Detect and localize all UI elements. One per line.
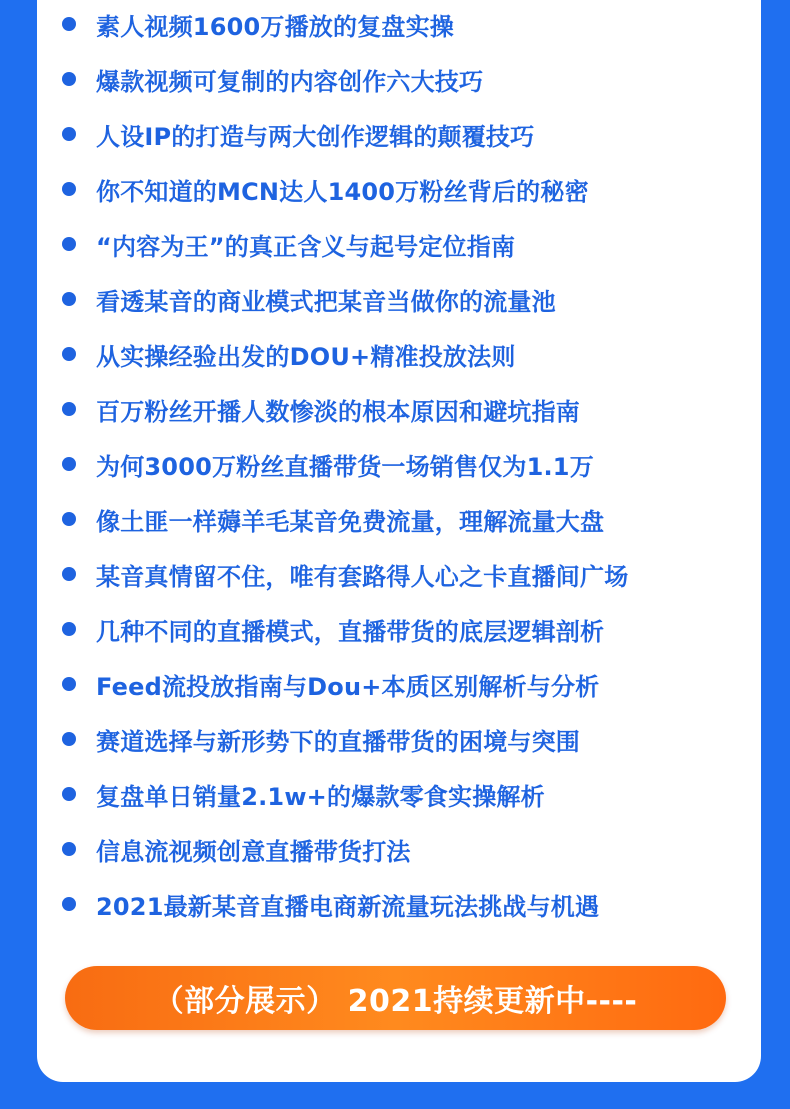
list-item-text: 素人视频1600万播放的复盘实操: [96, 12, 454, 41]
list-item: [62, 884, 599, 924]
list-item: [62, 4, 454, 44]
list-item-text: 信息流视频创意直播带货打法: [96, 837, 411, 866]
bullet-dot-icon: [62, 457, 76, 471]
list-item-text: 复盘单日销量2.1w+的爆款零食实操解析: [96, 782, 545, 811]
bullet-dot-icon: [62, 72, 76, 86]
list-item: [62, 664, 599, 704]
list-item: [62, 334, 516, 374]
list-item: [62, 829, 411, 869]
list-item-text: Feed流投放指南与Dou+本质区别解析与分析: [96, 672, 600, 701]
list-item: [62, 719, 580, 759]
list-item-text: 爆款视频可复制的内容创作六大技巧: [96, 67, 484, 96]
update-banner-label: （部分展示） 2021持续更新中----: [153, 984, 638, 1019]
list-item: [62, 444, 594, 484]
list-item: [62, 609, 604, 649]
bullet-dot-icon: [62, 677, 76, 691]
list-item-text: 赛道选择与新形势下的直播带货的困境与突围: [96, 727, 580, 756]
list-item-text: 几种不同的直播模式，直播带货的底层逻辑剖析: [96, 617, 605, 646]
list-item: [62, 59, 483, 99]
list-item: [62, 224, 515, 264]
list-item-text: 像土匪一样薅羊毛某音免费流量，理解流量大盘: [96, 507, 605, 536]
bullet-dot-icon: [62, 347, 76, 361]
list-item-text: 2021最新某音直播电商新流量玩法挑战与机遇: [96, 892, 600, 921]
list-item-text: 从实操经验出发的DOU+精准投放法则: [96, 342, 516, 371]
list-item-text: “内容为王”的真正含义与起号定位指南: [96, 232, 516, 261]
bullet-dot-icon: [62, 567, 76, 581]
list-item: [62, 279, 556, 319]
bullet-dot-icon: [62, 182, 76, 196]
bullet-dot-icon: [62, 512, 76, 526]
list-item: [62, 554, 628, 594]
bullet-dot-icon: [62, 127, 76, 141]
bullet-dot-icon: [62, 402, 76, 416]
list-item: [62, 389, 580, 429]
list-item-text: 你不知道的MCN达人1400万粉丝背后的秘密: [96, 177, 589, 206]
bullet-dot-icon: [62, 237, 76, 251]
list-item: [62, 114, 534, 154]
bullet-dot-icon: [62, 17, 76, 31]
bullet-dot-icon: [62, 842, 76, 856]
list-item: [62, 774, 545, 814]
bullet-dot-icon: [62, 787, 76, 801]
list-item-text: 看透某音的商业模式把某音当做你的流量池: [96, 287, 556, 316]
list-item-text: 为何3000万粉丝直播带货一场销售仅为1.1万: [96, 452, 594, 481]
bullet-dot-icon: [62, 732, 76, 746]
list-item-text: 某音真情留不住，唯有套路得人心之卡直播间广场: [96, 562, 629, 591]
bullet-dot-icon: [62, 622, 76, 636]
list-item-text: 百万粉丝开播人数惨淡的根本原因和避坑指南: [96, 397, 580, 426]
update-banner: [65, 966, 726, 1030]
list-item: [62, 499, 604, 539]
bullet-dot-icon: [62, 292, 76, 306]
list-item-text: 人设IP的打造与两大创作逻辑的颠覆技巧: [96, 122, 535, 151]
bullet-dot-icon: [62, 897, 76, 911]
list-item: [62, 169, 589, 209]
